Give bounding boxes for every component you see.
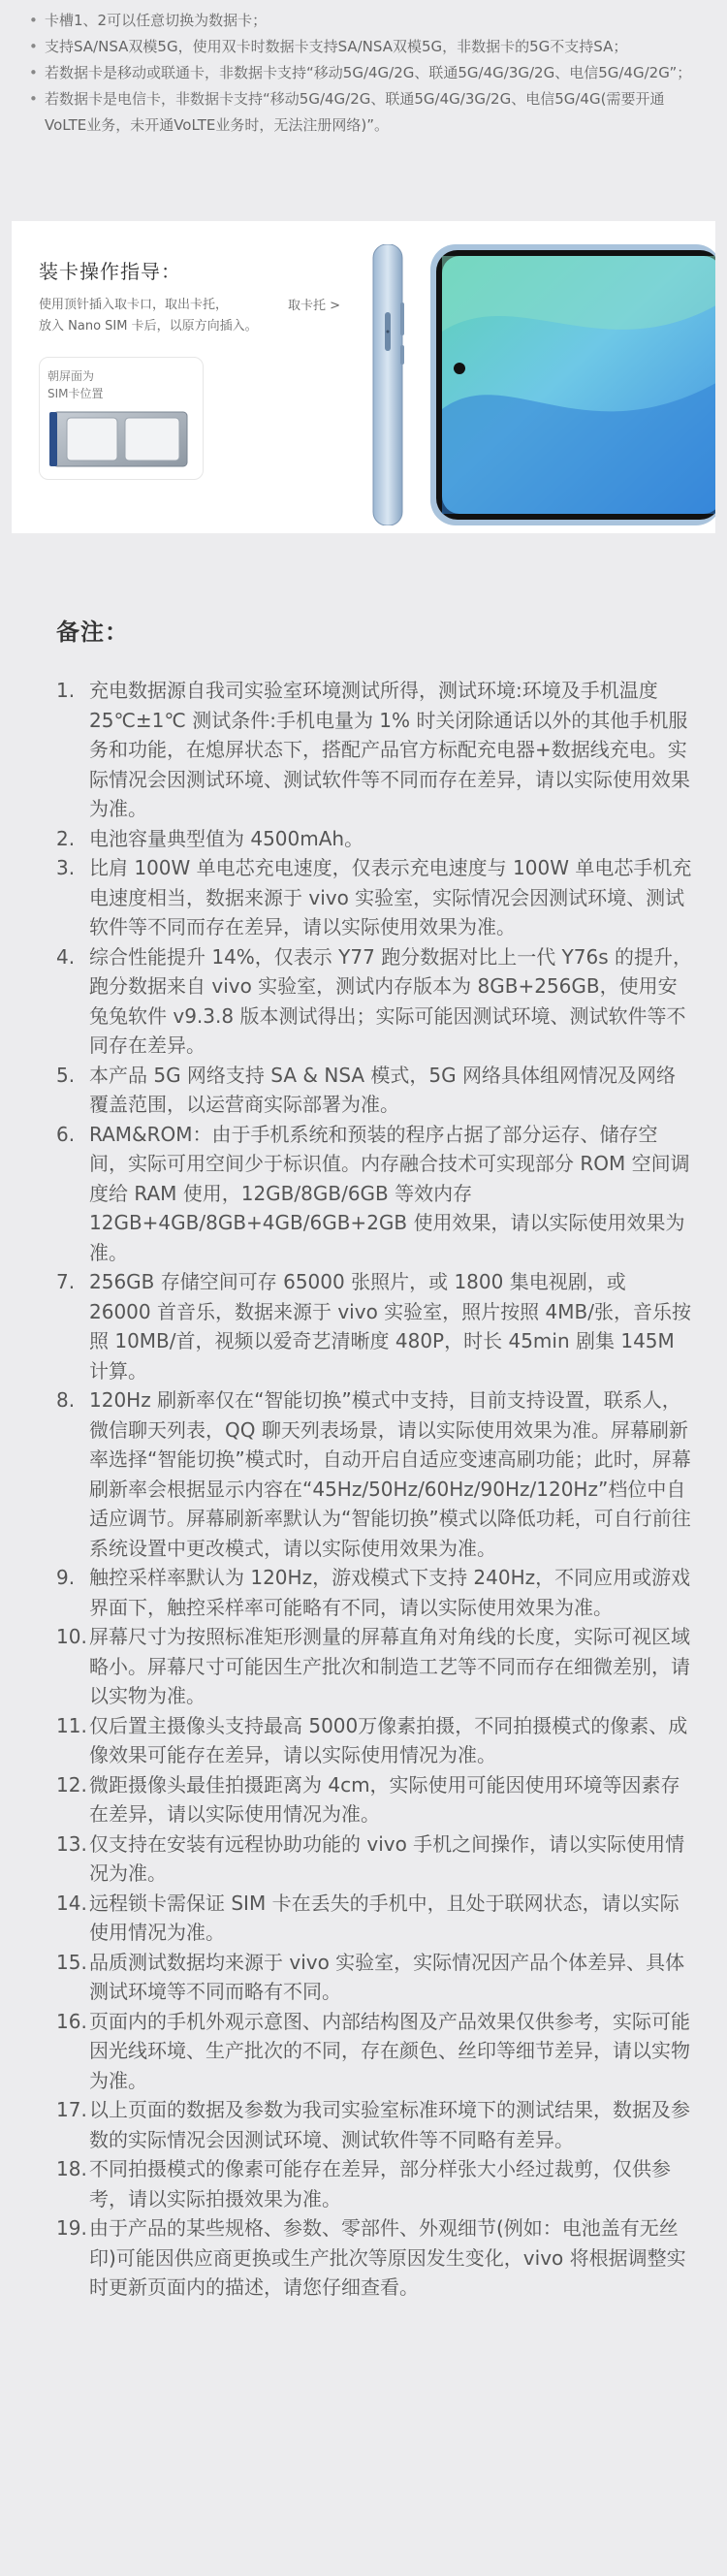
note-item [56, 1267, 692, 1385]
sim-guide-step1-line1: 使用顶针插入取卡口，取出卡托， [39, 298, 229, 312]
note-number: 2. [56, 826, 76, 850]
note-number: 8. [56, 1388, 76, 1412]
note-item [56, 1770, 692, 1829]
note-item [56, 2007, 692, 2096]
sim-tray-panel [39, 357, 204, 480]
note-text: 微距摄像头最佳拍摄距离为 4cm，实际使用可能因使用环境等因素存在差异，请以实际使用情况为准。 [89, 1772, 680, 1826]
note-text: 不同拍摄模式的像素可能存在差异，部分样张大小经过裁剪，仅供参考，请以实际拍摄效果为准。 [89, 2157, 671, 2210]
sim-guide-step1-line2: 放入 Nano SIM 卡后，以原方向插入。 [39, 319, 258, 334]
note-number: 9. [56, 1566, 76, 1589]
note-number: 5. [56, 1063, 76, 1087]
sim-bullet: • 若数据卡是移动或联通卡，非数据卡支持“移动5G/4G/2G、联通5G/4G/3G/2G、电信5G/4G/2G”； [27, 60, 706, 86]
note-text: 256GB 存储空间可存 65000 张照片，或 1800 集电视剧，或 26000 首音乐，数据来源于 vivo 实验室，照片按照 4MB/张，音乐按照 10MB/首，视频以爱奇艺清晰度 480P，时长 45min 剧集 145M 计算。 [89, 1270, 691, 1383]
note-item [56, 676, 692, 824]
note-number: 17. [56, 2098, 87, 2121]
note-item [56, 1563, 692, 1622]
note-text: 综合性能提升 14%，仅表示 Y77 跑分数据对比上一代 Y76s 的提升，跑分数据来自 vivo 实验室，测试内存版本为 8GB+256GB，使用安兔兔软件 v9.3.8 版本测试得出；实际可能因测试环境、测试软件等不同存在差异。 [89, 944, 692, 1057]
phone-front-illustration [430, 244, 715, 525]
note-text: 比肩 100W 单电芯充电速度，仅表示充电速度与 100W 单电芯手机充电速度相当，数据来源于 vivo 实验室，实际情况会因测试环境、测试软件等不同而存在差异，请以实际使用效果为准。 [89, 856, 692, 938]
sim-tray-caption-line1: 朝屏面为 [47, 369, 95, 383]
sim-guide-step2: 取卡托 > [288, 299, 341, 313]
note-item [56, 853, 692, 942]
note-text: 屏幕尺寸为按照标准矩形测量的屏幕直角对角线的长度，实际可视区域略小。屏幕尺寸可能因生产批次和制造工艺等不同而存在细微差别，请以实物为准。 [89, 1625, 690, 1707]
note-number: 11. [56, 1713, 87, 1737]
note-number: 1. [56, 679, 76, 702]
note-number: 6. [56, 1122, 76, 1146]
note-text: 仅后置主摄像头支持最高 5000万像素拍摄，不同拍摄模式的像素、成像效果可能存在差异，请以实际使用情况为准。 [89, 1713, 688, 1766]
sim-tray-caption-line2: SIM卡位置 [47, 387, 104, 400]
note-number: 19. [56, 2216, 87, 2240]
note-text: 电池容量典型值为 4500mAh。 [89, 826, 364, 850]
note-item [56, 1948, 692, 2007]
note-text: 以上页面的数据及参数为我司实验室标准环境下的测试结果，数据及参数的实际情况会因测试环境、测试软件等不同略有差异。 [89, 2098, 690, 2151]
notes-section [0, 562, 727, 2303]
note-text: 页面内的手机外观示意图、内部结构图及产品效果仅供参考，实际可能因光线环境、生产批次的不同，存在颜色、丝印等细节差异，请以实物为准。 [89, 2009, 690, 2092]
note-item [56, 824, 692, 854]
note-text: 品质测试数据均来源于 vivo 实验室，实际情况因产品个体差异、具体测试环境等不同而略有不同。 [89, 1950, 685, 2003]
note-text: 仅支持在安装有远程协助功能的 vivo 手机之间操作，请以实际使用情况为准。 [89, 1831, 685, 1885]
note-number: 13. [56, 1831, 87, 1856]
note-item [56, 2095, 692, 2154]
note-number: 12. [56, 1772, 87, 1797]
note-text: 触控采样率默认为 120Hz，游戏模式下支持 240Hz，不同应用或游戏界面下，触控采样率可能略有不同，请以实际使用效果为准。 [89, 1566, 691, 1619]
note-text: 充电数据源自我司实验室环境测试所得，测试环境:环境及手机温度 25℃±1℃ 测试条件:手机电量为 1% 时关闭除通话以外的其他手机服务和功能，在熄屏状态下，搭配产品官方标配充电器+数据线充电。实际情况会因测试环境、测试软件等不同而存在差异，请以实际使用效果为准。 [89, 679, 690, 820]
note-number: 3. [56, 856, 76, 879]
sim-guide-title: 装卡操作指导： [39, 260, 181, 283]
note-item [56, 942, 692, 1061]
sim-tray-caption [47, 367, 104, 402]
sim-guide-card [12, 221, 715, 533]
note-number: 15. [56, 1950, 87, 1974]
sim-bullet: • 若数据卡是电信卡，非数据卡支持“移动5G/4G/2G、联通5G/4G/3G/2G、电信5G/4G(需要开通VoLTE业务，未开通VoLTE业务时，无法注册网络)”。 [27, 86, 706, 139]
note-text: 本产品 5G 网络支持 SA & NSA 模式，5G 网络具体组网情况及网络覆盖范围，以运营商实际部署为准。 [89, 1063, 676, 1116]
note-item [56, 1711, 692, 1770]
sim-bullet: • 卡槽1、2可以任意切换为数据卡； [27, 8, 706, 34]
note-item [56, 1061, 692, 1120]
note-text: 由于产品的某些规格、参数、零部件、外观细节(例如：电池盖有无丝印)可能因供应商更换或生产批次等原因发生变化，vivo 将根据调整实时更新页面内的描述，请您仔细查看。 [89, 2216, 686, 2299]
sim-bullet: • 支持SA/NSA双模5G，使用双卡时数据卡支持SA/NSA双模5G，非数据卡的5G不支持SA； [27, 34, 706, 60]
note-text: 120Hz 刷新率仅在“智能切换”模式中支持，目前支持设置，联系人，微信聊天列表，QQ 聊天列表场景，请以实际使用效果为准。屏幕刷新率选择“智能切换”模式时，自动开启自适应变速高刷功能；此时，屏幕刷新率会根据显示内容在“45Hz/50Hz/60Hz/90Hz/120Hz”档位中自适应调节。屏幕刷新率默认为“智能切换”模式以降低功耗，可自行前往系统设置中更改模式，请以实际使用效果为准。 [89, 1388, 691, 1560]
note-number: 10. [56, 1625, 87, 1648]
note-item [56, 2213, 692, 2303]
note-item [56, 1829, 692, 1889]
note-number: 14. [56, 1891, 87, 1915]
phone-side-illustration [365, 244, 426, 525]
note-text: 远程锁卡需保证 SIM 卡在丢失的手机中，且处于联网状态，请以实际使用情况为准。 [89, 1891, 680, 1944]
sim-tray-illustration [47, 406, 193, 474]
note-number: 16. [56, 2009, 87, 2033]
note-item [56, 1385, 692, 1563]
note-item [56, 1120, 692, 1268]
note-item [56, 1889, 692, 1948]
sim-support-bullets [0, 0, 727, 194]
note-number: 7. [56, 1270, 76, 1293]
notes-title: 备注： [56, 619, 129, 646]
note-item [56, 2154, 692, 2213]
note-item [56, 1622, 692, 1711]
sim-guide-step1 [39, 295, 258, 337]
note-text: RAM&ROM：由于手机系统和预装的程序占据了部分运存、储存空间，实际可用空间少于标识值。内存融合技术可实现部分 ROM 空间调度给 RAM 使用，12GB/8GB/6GB 等效内存 12GB+4GB/8GB+4GB/6GB+2GB 使用效果，请以实际使用效果为准。 [89, 1122, 690, 1264]
note-number: 18. [56, 2157, 87, 2180]
notes-list [56, 676, 692, 2303]
note-number: 4. [56, 944, 76, 969]
